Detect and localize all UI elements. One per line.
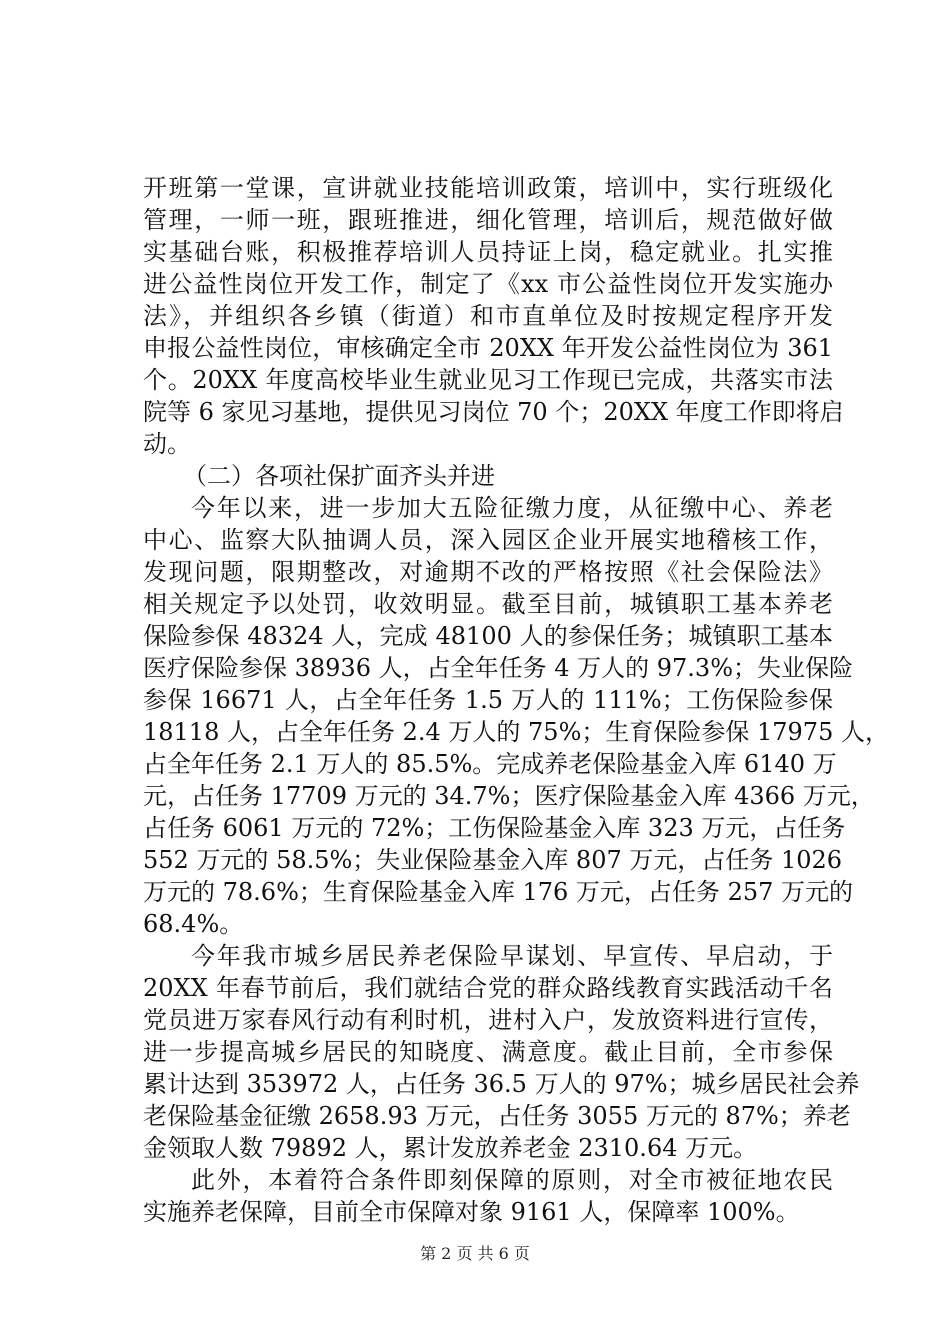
text-line: 累计达到 353972 人，占任务 36.5 万人的 97%；城乡居民社会养 bbox=[143, 1070, 860, 1098]
text-line: 中心、监察大队抽调人员，深入园区企业开展实地稽核工作， bbox=[143, 526, 833, 554]
text-line: 保险参保 48324 人，完成 48100 人的参保任务；城镇职工基本 bbox=[143, 622, 833, 650]
text-line: 552 万元的 58.5%；失业保险基金入库 807 万元，占任务 1026 bbox=[143, 846, 843, 874]
document-body bbox=[143, 172, 889, 1228]
text-line: 今年以来，进一步加大五险征缴力度，从征缴中心、养老 bbox=[191, 494, 833, 522]
text-line: 金领取人数 79892 人，累计发放养老金 2310.64 万元。 bbox=[143, 1134, 758, 1162]
text-line: 院等 6 家见习基地，提供见习岗位 70 个；20XX 年度工作即将启 bbox=[143, 398, 844, 426]
text-line: 参保 16671 人，占全年任务 1.5 万人的 111%；工伤保险参保 bbox=[143, 686, 833, 714]
text-line: 实基础台账，积极推荐培训人员持证上岗，稳定就业。扎实推 bbox=[143, 238, 833, 266]
text-line: 进公益性岗位开发工作，制定了《xx 市公益性岗位开发实施办 bbox=[143, 270, 833, 298]
text-line: 动。 bbox=[143, 430, 191, 458]
text-line: 申报公益性岗位，审核确定全市 20XX 年开发公益性岗位为 361 bbox=[143, 334, 833, 362]
text-line: 占任务 6061 万元的 72%；工伤保险基金入库 323 万元，占任务 bbox=[143, 814, 846, 842]
text-line: 老保险基金征缴 2658.93 万元，占任务 3055 万元的 87%；养老 bbox=[143, 1102, 851, 1130]
text-line: 法》，并组织各乡镇（街道）和市直单位及时按规定程序开发 bbox=[143, 302, 833, 330]
text-line: 个。20XX 年度高校毕业生就业见习工作现已完成，共落实市法 bbox=[143, 366, 833, 394]
text-line: 20XX 年春节前后，我们就结合党的群众路线教育实践活动千名 bbox=[143, 974, 833, 1002]
text-line: 68.4%。 bbox=[143, 910, 244, 938]
text-line: 开班第一堂课，宣讲就业技能培训政策，培训中，实行班级化 bbox=[143, 174, 833, 202]
text-line: 进一步提高城乡居民的知晓度、满意度。截止目前，全市参保 bbox=[143, 1038, 833, 1066]
page-footer: 第 2 页 共 6 页 bbox=[420, 1244, 530, 1263]
text-line: 占全年任务 2.1 万人的 85.5%。完成养老保险基金入库 6140 万 bbox=[143, 750, 837, 778]
section-heading: （二）各项社保扩面齐头并进 bbox=[183, 462, 495, 490]
text-line: 发现问题，限期整改，对逾期不改的严格按照《社会保险法》 bbox=[143, 558, 833, 586]
text-line: 万元的 78.6%；生育保险基金入库 176 万元，占任务 257 万元的 bbox=[143, 878, 854, 906]
text-line: 此外，本着符合条件即刻保障的原则，对全市被征地农民 bbox=[191, 1166, 833, 1194]
text-line: 管理，一师一班，跟班推进，细化管理，培训后，规范做好做 bbox=[143, 206, 833, 234]
text-line: 今年我市城乡居民养老保险早谋划、早宣传、早启动，于 bbox=[191, 942, 833, 970]
text-line: 实施养老保障，目前全市保障对象 9161 人，保障率 100%。 bbox=[143, 1198, 800, 1226]
text-line: 18118 人，占全年任务 2.4 万人的 75%；生育保险参保 17975 人， bbox=[143, 718, 889, 746]
text-line: 医疗保险参保 38936 人，占全年任务 4 万人的 97.3%；失业保险 bbox=[143, 654, 854, 682]
text-line: 党员进万家春风行动有利时机，进村入户，发放资料进行宣传， bbox=[143, 1006, 833, 1034]
text-line: 元，占任务 17709 万元的 34.7%；医疗保险基金入库 4366 万元， bbox=[143, 782, 875, 810]
text-line: 相关规定予以处罚，收效明显。截至目前，城镇职工基本养老 bbox=[143, 590, 833, 618]
